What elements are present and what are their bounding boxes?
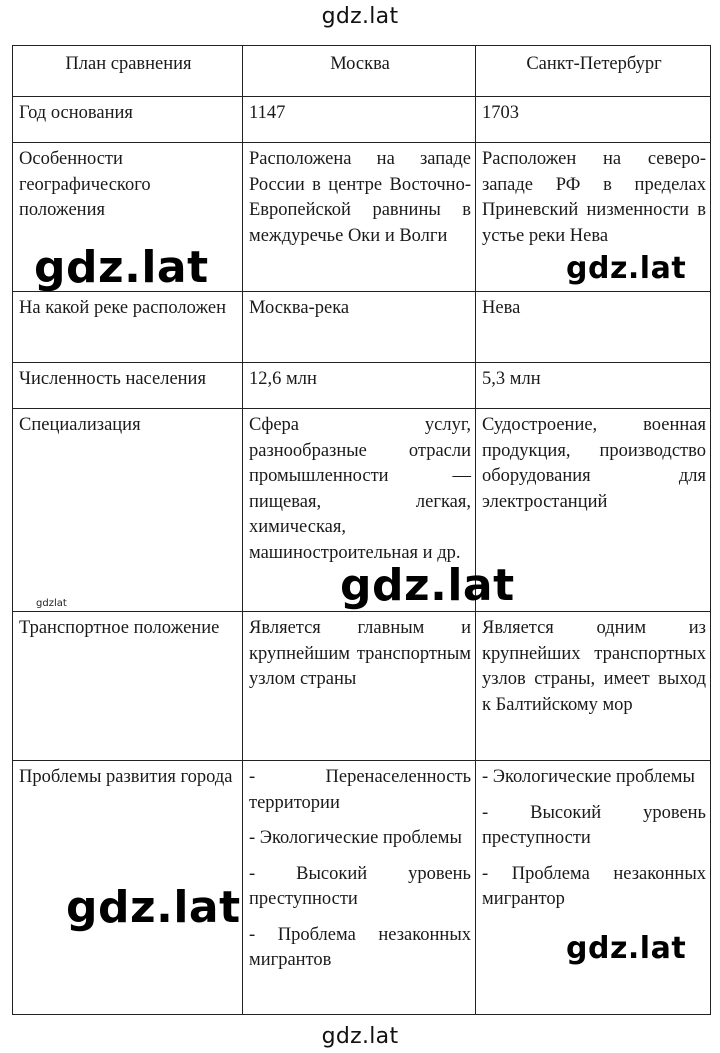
row-label: На какой реке расположен	[13, 292, 243, 363]
cell-moscow: 1147	[243, 97, 476, 143]
watermark-text: gdz.lat	[566, 931, 687, 966]
problem-item: - Высокий уровень преступности	[249, 863, 471, 909]
problem-item: - Экологические проблемы	[482, 767, 695, 787]
cell-spb: Расположен на северо-западе РФ в пределах Приневский низменности в устье реки Нева	[476, 143, 711, 292]
cell-moscow: Москва-река	[243, 292, 476, 363]
cell-spb: Является одним из крупнейших транспортных узлов страны, имеет выход к Балтийскому мор	[476, 612, 711, 761]
cell-spb	[476, 761, 711, 1015]
cell-moscow: Расположена на западе России в центре Восточно-Европейской равнины в междуречье Оки и Волги	[243, 143, 476, 292]
cell-moscow	[243, 761, 476, 1015]
table-row	[13, 292, 711, 363]
cell-moscow: Является главным и крупнейшим транспортным узлом страны	[243, 612, 476, 761]
cell-spb: Нева	[476, 292, 711, 363]
cell-moscow: 12,6 млн	[243, 363, 476, 409]
watermark-text: gdz.lat	[340, 560, 515, 611]
header-plan: План сравнения	[13, 46, 243, 97]
table-row	[13, 363, 711, 409]
site-header: gdz.lat	[321, 4, 399, 29]
problem-item: - Проблема незаконных мигрантов	[249, 924, 471, 970]
problem-item: - Проблема незаконных мигрантор	[482, 863, 706, 909]
problem-item: - Высокий уровень преступности	[482, 802, 706, 848]
header-moscow: Москва	[243, 46, 476, 97]
site-footer: gdz.lat	[321, 1024, 399, 1049]
row-label: Специализация	[13, 409, 243, 612]
row-label: Численность населения	[13, 363, 243, 409]
header-spb: Санкт-Петербург	[476, 46, 711, 97]
row-label: Особенности географического положения	[13, 143, 243, 292]
watermark-text: gdz.lat	[34, 242, 209, 293]
row-label: Транспортное положение	[13, 612, 243, 761]
watermark-text: gdz.lat	[66, 882, 241, 933]
problem-item: - Перенаселенность территории	[249, 767, 471, 813]
row-label: Проблемы развития города	[13, 761, 243, 1015]
row-label: Год основания	[13, 97, 243, 143]
watermark-small: gdzlat	[36, 598, 67, 609]
table-header-row	[13, 46, 711, 97]
table-row	[13, 97, 711, 143]
cell-spb: 5,3 млн	[476, 363, 711, 409]
cell-spb: 1703	[476, 97, 711, 143]
table-row	[13, 612, 711, 761]
cell-spb: Судостроение, военная продукция, производство оборудования для электростанций	[476, 409, 711, 612]
problem-item: - Экологические проблемы	[249, 828, 462, 848]
cell-moscow: Сфера услуг, разнообразные отрасли промышленности — пищевая, легкая, химическая, машиностроительная и др.	[243, 409, 476, 612]
comparison-table	[12, 45, 711, 1015]
watermark-text: gdz.lat	[566, 251, 687, 286]
